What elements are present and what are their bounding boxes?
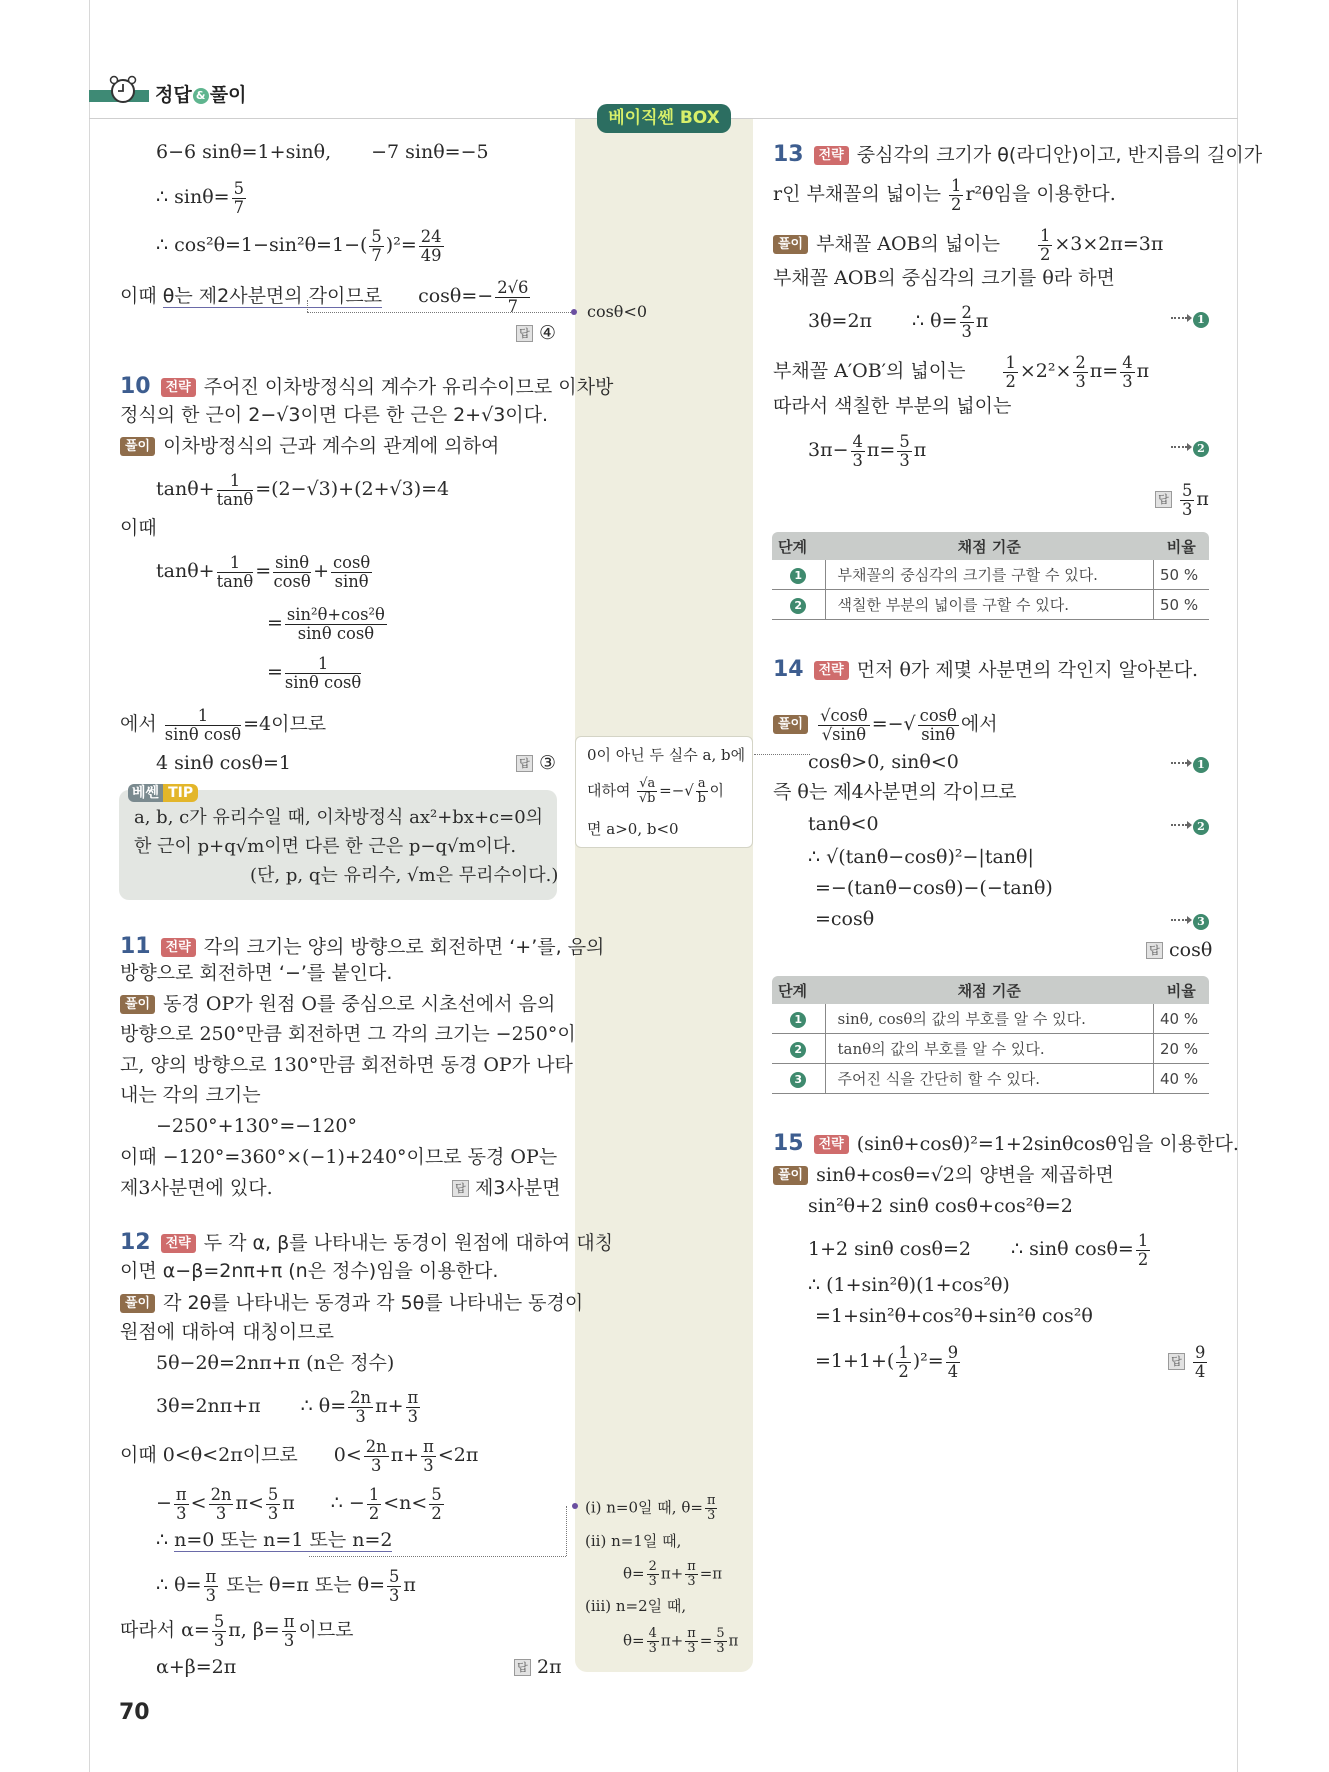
strategy-badge: 전략 <box>161 938 196 957</box>
answer-icon: 답 <box>452 1180 469 1197</box>
criterion: 부채꼴의 중심각의 크기를 구할 수 있다. <box>825 560 1154 590</box>
fraction: $\frac{4}{3}$ <box>648 1626 657 1656</box>
fraction: $\frac{\pi}{3}$ <box>205 1567 217 1605</box>
answer-value: 제3사분면 <box>475 1177 561 1199</box>
note-text: 0이 아닌 두 실수 a, b에 <box>587 746 746 764</box>
solution-line <box>773 1162 1114 1188</box>
math-line: ∴ θ= $\frac{\pi}{3}$ 또는 θ=π 또는 θ= $\frac{5}{3}$ π <box>156 1567 416 1605</box>
math-line: ∴ cos²θ=1−sin²θ=1−( $\frac{5}{7}$ )²= $\frac{24}{49}$ <box>156 227 442 265</box>
fraction: $\frac{1}{\tan\theta}$ <box>216 553 254 591</box>
page-border-right <box>1237 0 1238 1772</box>
column-header: 채점 기준 <box>825 976 1154 1004</box>
title-answer: 정답 <box>155 84 192 106</box>
solution-line <box>773 227 1163 263</box>
solution-text: 내는 각의 크기는 <box>120 1084 261 1106</box>
step-number: 1 <box>790 568 806 584</box>
text-line <box>120 279 532 315</box>
fraction: $\frac{2}{3}$ <box>961 303 972 341</box>
strategy-text: 정식의 한 근이 2−√3이면 다른 한 근은 2+√3이다. <box>120 404 549 426</box>
math-line: α+β=2π <box>156 1656 237 1678</box>
equation: −7 sinθ=−5 <box>371 141 489 163</box>
fraction: $\frac{2n}{3}$ <box>350 1388 372 1426</box>
equation: =cosθ <box>815 908 875 930</box>
text-line: 이때 <box>120 517 157 539</box>
strategy-line <box>120 1230 613 1256</box>
solution-line <box>120 433 499 459</box>
answer-line <box>516 320 556 346</box>
case-note: (i) n=0일 때, θ= $\frac{\pi}{3}$ <box>585 1493 716 1523</box>
solution-badge: 풀이 <box>120 1294 155 1313</box>
ratio: 40 % <box>1154 1064 1210 1094</box>
fraction: $\frac{1}{2}$ <box>1005 353 1016 391</box>
fraction: $\frac{24}{49}$ <box>420 227 442 265</box>
table-header <box>772 532 1209 560</box>
solution-text: 제3사분면에 있다. <box>120 1177 273 1199</box>
dotted-arrow-icon <box>1171 317 1187 319</box>
problem-number: 13 <box>773 142 804 167</box>
dotted-arrow-icon <box>1171 446 1187 448</box>
answer-line <box>452 1175 561 1201</box>
answer-icon: 답 <box>514 1659 531 1676</box>
solution-text: 원점에 대하여 대칭이므로 <box>120 1321 334 1343</box>
case-note: (iii) n=2일 때, <box>585 1597 687 1615</box>
fraction: $\frac{√\cos\theta}{√\sin\theta}$ <box>820 706 868 744</box>
fraction: $\frac{9}{4}$ <box>1195 1343 1206 1381</box>
equation: 0< $\frac{2n}{3}$ π+ $\frac{\pi}{3}$ <2π <box>333 1437 479 1475</box>
answer-value: 2π <box>537 1656 562 1678</box>
strategy-line <box>120 374 613 400</box>
math-line: =−(tanθ−cosθ)−(−tanθ) <box>815 877 1053 899</box>
solution-line <box>773 707 998 743</box>
answer-line <box>516 750 556 776</box>
math-line: ∴ (1+sin²θ)(1+cos²θ) <box>808 1274 1010 1296</box>
strategy-badge: 전략 <box>161 378 196 397</box>
fraction: $\frac{2}{3}$ <box>648 1559 657 1589</box>
tip-label <box>128 782 198 802</box>
step-marker <box>1171 906 1209 932</box>
strategy-text: 먼저 θ가 제몇 사분면의 각인지 알아본다. <box>856 659 1199 681</box>
tip-text: 한 근이 p+q√m이면 다른 한 근은 p−q√m이다. <box>134 836 517 857</box>
math-line <box>808 433 1209 469</box>
math-line: −250°+130°=−120° <box>156 1115 357 1137</box>
tip-brand: 베쎈 <box>128 784 163 802</box>
column-header: 단계 <box>772 976 825 1004</box>
step-number: 1 <box>790 1012 806 1028</box>
solution-text: 부채꼴 A′OB′의 넓이는 <box>773 360 966 383</box>
step-marker <box>1171 811 1209 837</box>
answer-icon: 답 <box>1155 491 1172 508</box>
step-number: 3 <box>790 1072 806 1088</box>
answer-line <box>514 1654 562 1680</box>
fraction: $\frac{\cos\theta}{\sin\theta}$ <box>919 706 957 744</box>
answer-icon: 답 <box>516 755 533 772</box>
fraction: $\frac{1}{2}$ <box>951 176 962 214</box>
fraction: $\frac{\text{sin²θ+cos²θ}}{\text{sinθ cosθ}}$ <box>286 605 385 643</box>
fraction: $\frac{1}{2}$ <box>1039 226 1051 264</box>
solution-badge: 풀이 <box>773 235 808 254</box>
strategy-text: 각의 크기는 양의 방향으로 회전하면 ‘+’를, 음의 <box>203 936 605 958</box>
fraction: $\frac{\pi}{3}$ <box>407 1388 419 1426</box>
math-line <box>120 1438 478 1474</box>
dotted-arrow-icon <box>1171 919 1187 921</box>
fraction: $\frac{5}{7}$ <box>233 179 244 217</box>
case-note: θ= $\frac{4}{3}$ π+ $\frac{\pi}{3}$ = $\frac{5}{3}$ π <box>623 1626 739 1656</box>
criterion: sinθ, cosθ의 값의 부호를 알 수 있다. <box>825 1004 1154 1034</box>
case-note: θ= $\frac{2}{3}$ π+ $\frac{\pi}{3}$ =π <box>623 1559 723 1589</box>
title-ampersand: & <box>193 88 209 104</box>
fraction: $\frac{5}{3}$ <box>267 1485 279 1523</box>
equation: $\frac{1}{2}$ ×3×2π=3π <box>1039 226 1164 264</box>
answer-value <box>1191 1343 1209 1381</box>
strategy-badge: 전략 <box>814 661 849 680</box>
problem-number: 14 <box>773 657 804 682</box>
math-line: =1+sin²θ+cos²θ+sin²θ cos²θ <box>815 1305 1093 1327</box>
section-title <box>155 80 246 107</box>
math-line <box>808 304 1209 340</box>
equation: cosθ>0, sinθ<0 <box>808 751 959 773</box>
math-line: ∴ √(tanθ−cosθ)²−|tanθ| <box>808 846 1034 868</box>
equation: tanθ<0 <box>808 813 879 835</box>
strategy-text: 이면 α−β=2nπ+π (n은 정수)임을 이용한다. <box>120 1260 499 1282</box>
answer-line <box>1168 1344 1209 1380</box>
strategy-text: 주어진 이차방정식의 계수가 유리수이므로 이차방 <box>203 376 614 398</box>
fraction: $\frac{5}{3}$ <box>716 1626 725 1656</box>
note-text: 대하여 $\frac{√a}{√b}$ =−√ $\frac{a}{b}$ 이 <box>587 776 725 806</box>
step-marker <box>1171 433 1209 459</box>
ratio: 40 % <box>1154 1004 1210 1034</box>
math-line: ∴ sinθ= $\frac{5}{7}$ <box>156 179 244 217</box>
strategy-line <box>773 657 1198 683</box>
math-line: 따라서 α= $\frac{5}{3}$ π, β= $\frac{\pi}{3}$ 이므로 <box>120 1612 354 1650</box>
strategy-line <box>120 934 604 960</box>
table-header <box>772 976 1209 1004</box>
strategy-text: (sinθ+cosθ)²=1+2sinθcosθ임을 이용한다. <box>856 1133 1239 1155</box>
math-line <box>808 749 1209 775</box>
solution-text: 이때 −120°=360°×(−1)+240°이므로 동경 OP는 <box>120 1146 558 1168</box>
solution-line <box>120 1290 583 1316</box>
step-number: 2 <box>1193 819 1209 835</box>
note-text: 면 a>0, b<0 <box>587 820 679 838</box>
math-line: 4 sinθ cosθ=1 <box>156 752 291 774</box>
grading-table <box>772 532 1209 620</box>
fraction: $\frac{5}{3}$ <box>899 432 910 470</box>
fraction: $\frac{\pi}{3}$ <box>687 1559 696 1589</box>
page-number: 70 <box>119 1700 150 1725</box>
equation: ∴ θ= $\frac{2}{3}$ π <box>912 303 989 341</box>
fraction: $\frac{1}{\tan\theta}$ <box>216 471 254 509</box>
table-row <box>772 590 1209 620</box>
equation: 3θ=2nπ+π <box>156 1395 261 1418</box>
strategy-badge: 전략 <box>161 1234 196 1253</box>
math-line <box>156 139 489 165</box>
alarm-clock-icon <box>106 72 140 106</box>
answer-icon: 답 <box>1146 942 1163 959</box>
math-line: sin²θ+2 sinθ cosθ+cos²θ=2 <box>808 1195 1073 1217</box>
solution-text: sinθ+cosθ=√2의 양변을 제곱하면 <box>816 1164 1114 1186</box>
equation: 이때 0<θ<2π이므로 <box>120 1444 298 1467</box>
answer-line <box>1146 937 1212 963</box>
connector-dot <box>572 1503 578 1509</box>
solution-text: 따라서 색칠한 부분의 넓이는 <box>773 395 1012 417</box>
answer-value: $\frac{5}{3}$ π <box>1182 481 1209 519</box>
dotted-arrow-icon <box>1171 824 1187 826</box>
ratio: 50 % <box>1154 590 1210 620</box>
answer-icon: 답 <box>1168 1353 1185 1370</box>
solution-badge: 풀이 <box>773 715 808 734</box>
strategy-text: 두 각 α, β를 나타내는 동경이 원점에 대하여 대칭 <box>203 1232 614 1254</box>
ratio: 20 % <box>1154 1034 1210 1064</box>
fraction: $\frac{5}{7}$ <box>371 227 382 265</box>
answer-icon: 답 <box>516 325 533 342</box>
dotted-arrow-icon <box>1171 762 1187 764</box>
strategy-text: r인 부채꼴의 넓이는 $\frac{1}{2}$ r²θ임을 이용한다. <box>773 176 1116 214</box>
solution-badge: 풀이 <box>120 995 155 1014</box>
solution-line <box>773 354 1149 390</box>
connector-line <box>307 312 573 313</box>
column-header: 단계 <box>772 532 825 560</box>
equation: 1+2 sinθ cosθ=2 <box>808 1238 971 1261</box>
table-row <box>772 1004 1209 1034</box>
underlined-text: θ는 제2사분면의 각이므로 <box>162 285 383 308</box>
solution-text: 고, 양의 방향으로 130°만큼 회전하면 동경 OP가 나타 <box>120 1054 573 1076</box>
strategy-badge: 전략 <box>814 1135 849 1154</box>
fraction: $\frac{\pi}{3}$ <box>175 1485 187 1523</box>
criterion: tanθ의 값의 부호를 알 수 있다. <box>825 1034 1154 1064</box>
solution-text: 부채꼴 AOB의 중심각의 크기를 θ라 하면 <box>773 267 1115 289</box>
underlined-equation: n=0 또는 n=1 또는 n=2 <box>174 1529 393 1551</box>
fraction: $\frac{2n}{3}$ <box>365 1437 387 1475</box>
equation: ∴ sinθ cosθ= $\frac{1}{2}$ <box>1010 1231 1149 1269</box>
fraction: $\frac{a}{b}$ <box>697 776 706 806</box>
solution-text: 이차방정식의 근과 계수의 관계에 의하여 <box>163 435 500 457</box>
fraction: $\frac{\pi}{3}$ <box>423 1437 434 1475</box>
math-line: tanθ+ $\frac{1}{\tan\theta}$ = $\frac{\sin\theta}{\cos\theta}$ + $\frac{\cos\theta}{\sin\theta}$ <box>156 553 371 591</box>
problem-number: 12 <box>120 1230 151 1255</box>
fraction: $\frac{\sin\theta}{\cos\theta}$ <box>273 553 311 591</box>
math-line: = $\frac{\text{sin²θ+cos²θ}}{\text{sinθ cosθ}}$ <box>267 605 385 643</box>
equation: ∴ θ= $\frac{2n}{3}$ π+ $\frac{\pi}{3}$ <box>300 1388 419 1426</box>
fraction: $\frac{1}{\text{sinθ cosθ}}$ <box>284 654 362 692</box>
fraction: $\frac{1}{2}$ <box>1137 1231 1149 1269</box>
fraction: $\frac{5}{3}$ <box>213 1612 225 1650</box>
solution-line <box>120 991 555 1017</box>
math-line <box>156 1527 392 1553</box>
criterion: 주어진 식을 간단히 할 수 있다. <box>825 1064 1154 1094</box>
step-number: 2 <box>1193 441 1209 457</box>
column-header: 채점 기준 <box>825 532 1154 560</box>
math-line <box>156 1486 446 1522</box>
math-line: 5θ−2θ=2nπ+π (n은 정수) <box>156 1352 395 1374</box>
math-line: 에서 $\frac{1}{\text{sinθ cosθ}}$ =4이므로 <box>120 706 327 744</box>
solution-badge: 풀이 <box>773 1166 808 1185</box>
math-line: =1+1+( $\frac{1}{2}$ )²= $\frac{9}{4}$ <box>815 1343 959 1381</box>
answer-line <box>1155 482 1209 518</box>
fraction: $\frac{2}{3}$ <box>1075 353 1086 391</box>
math-line <box>815 906 1209 932</box>
fraction: $\frac{5}{2}$ <box>431 1485 442 1523</box>
fraction: $\frac{4}{3}$ <box>1122 353 1133 391</box>
strategy-line <box>773 1131 1239 1157</box>
equation: 3θ=2π <box>808 310 873 333</box>
grading-table <box>772 976 1209 1094</box>
column-header: 비율 <box>1154 976 1210 1004</box>
fraction: $\frac{1}{2}$ <box>368 1485 380 1523</box>
connector-line <box>754 754 810 755</box>
solution-badge: 풀이 <box>120 437 155 456</box>
ratio: 50 % <box>1154 560 1210 590</box>
connector-line <box>566 1506 567 1556</box>
fraction: $\frac{\cos\theta}{\sin\theta}$ <box>333 553 371 591</box>
fraction: $\frac{\pi}{3}$ <box>687 1626 696 1656</box>
equation: ∴ − $\frac{1}{2}$ <n< $\frac{5}{2}$ <box>330 1485 442 1523</box>
strategy-badge: 전략 <box>814 146 849 165</box>
side-note: cosθ<0 <box>587 302 648 321</box>
problem-number: 11 <box>120 934 151 959</box>
solution-text: 동경 OP가 원점 O를 중심으로 시초선에서 음의 <box>163 993 556 1015</box>
strategy-line <box>773 142 1262 168</box>
connector-line <box>309 1556 566 1557</box>
step-number: 2 <box>790 1042 806 1058</box>
solution-text: 각 2θ를 나타내는 동경과 각 5θ를 나타내는 동경이 <box>163 1292 584 1314</box>
fraction: $\frac{2√6}{7}$ <box>497 278 529 316</box>
equation: $\frac{√\cos\theta}{√\sin\theta}$ =−√ $\frac{\cos\theta}{\sin\theta}$ 에서 <box>820 706 998 744</box>
equation: 6−6 sinθ=1+sinθ, <box>156 141 332 163</box>
answer-value: ③ <box>539 752 557 774</box>
table-row <box>772 1064 1209 1094</box>
fraction: $\frac{1}{\text{sinθ cosθ}}$ <box>164 706 242 744</box>
fraction: $\frac{1}{2}$ <box>898 1343 909 1381</box>
equation: $\frac{1}{2}$ ×2²× $\frac{2}{3}$ π= $\frac{4}{3}$ π <box>1005 353 1150 391</box>
solution-text: 즉 θ는 제4사분면의 각이므로 <box>773 781 1017 803</box>
problem-number: 10 <box>120 374 151 399</box>
equation: cosθ=− $\frac{2√6}{7}$ <box>418 278 529 316</box>
strategy-text: 중심각의 크기가 θ(라디안)이고, 반지름의 길이가 <box>856 144 1263 166</box>
fraction: $\frac{4}{3}$ <box>852 432 863 470</box>
math-line: tanθ+ $\frac{1}{\tan\theta}$ =(2−√3)+(2+√3)=4 <box>156 471 450 509</box>
fraction: $\frac{\pi}{3}$ <box>706 1493 716 1523</box>
step-number: 2 <box>790 598 806 614</box>
title-solution: 풀이 <box>209 84 247 106</box>
page-border-left <box>89 0 90 1772</box>
equation: 3π− $\frac{4}{3}$ π= $\frac{5}{3}$ π <box>808 432 927 470</box>
tip-text: (단, p, q는 유리수, √m은 무리수이다.) <box>250 865 559 886</box>
connector-line <box>307 300 308 312</box>
tip-text: a, b, c가 유리수일 때, 이차방정식 ax²+bx+c=0의 <box>134 807 544 828</box>
equation: − $\frac{\pi}{3}$ < $\frac{2n}{3}$ π< $\frac{5}{3}$ π <box>156 1485 295 1523</box>
column-header: 비율 <box>1154 532 1210 560</box>
answer-value: ④ <box>539 322 557 344</box>
therefore: ∴ <box>156 1529 175 1551</box>
fraction: $\frac{√a}{√b}$ <box>638 776 656 806</box>
answer-value: cosθ <box>1169 939 1213 961</box>
solution-text: 방향으로 250°만큼 회전하면 그 각의 크기는 −250°이 <box>120 1023 576 1045</box>
math-line <box>156 1389 422 1425</box>
step-number: 1 <box>1193 312 1209 328</box>
table-row <box>772 1034 1209 1064</box>
fraction: $\frac{5}{3}$ <box>389 1567 400 1605</box>
fraction: $\frac{\pi}{3}$ <box>283 1612 295 1650</box>
fraction: $\frac{2n}{3}$ <box>210 1485 232 1523</box>
math-line: = $\frac{1}{\text{sinθ cosθ}}$ <box>267 654 362 692</box>
step-number: 1 <box>1193 757 1209 773</box>
text: 이때 <box>120 285 163 308</box>
fraction: $\frac{9}{4}$ <box>947 1343 959 1381</box>
criterion: 색칠한 부분의 넓이를 구할 수 있다. <box>825 590 1154 620</box>
problem-number: 15 <box>773 1131 804 1156</box>
solution-text: 부채꼴 AOB의 넓이는 <box>816 233 1000 256</box>
fraction: $\frac{5}{3}$ <box>1182 481 1193 519</box>
math-line <box>808 811 1209 837</box>
step-marker <box>1171 304 1209 330</box>
basic-box-label: 베이직쎈 BOX <box>597 104 731 133</box>
tip-title: TIP <box>163 784 198 802</box>
case-note: (ii) n=1일 때, <box>585 1532 682 1550</box>
basic-box-column <box>575 119 753 1672</box>
connector-dot <box>571 309 577 315</box>
strategy-text: 방향으로 회전하면 ‘−’를 붙인다. <box>120 962 393 984</box>
step-number: 3 <box>1193 914 1209 930</box>
table-row <box>772 560 1209 590</box>
step-marker <box>1171 749 1209 775</box>
math-line <box>808 1232 1152 1268</box>
